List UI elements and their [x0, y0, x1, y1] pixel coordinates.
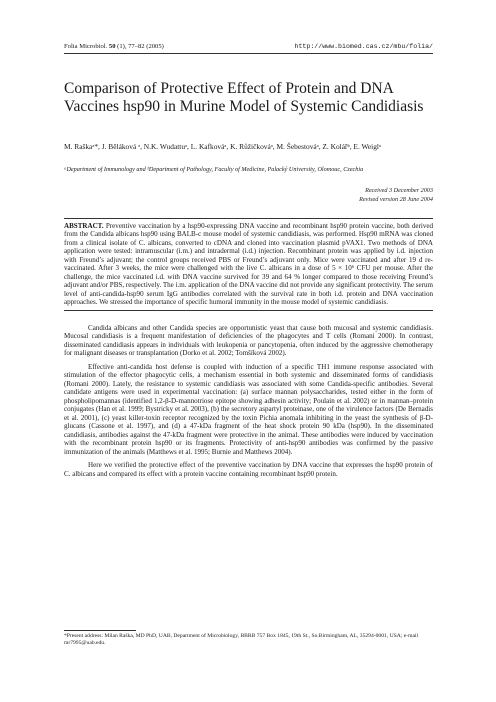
footnote-divider — [64, 630, 136, 631]
footnote: *Present address: Milan Raška, MD PhD, UAB, Department of Microbiology, BBRB 757 Box 1845, 19th St., So.Birmingham, AL, 35294-0001, USA; e-mail mr7995@uab.edu. — [64, 633, 419, 647]
revised-date: Revised version 28 June 2004 — [359, 195, 433, 203]
body-paragraph-1: Candida albicans and other Candida species are opportunistic yeast that cause both mucosal and systemic candidiasis. Mucosal candidiasis is a frequent manifestation of deficiencies of the phagocytes and T cells (Romani 2000). In contrast, disseminated candidiasis appears in individuals with leukopenia or pancytopenia, often induced by the aggressive chemotherapy for malignant diseases or transplantation (Dorko et al. 2002; Tomšíková 2002). — [64, 324, 433, 358]
journal-name: Folia Microbiol. — [64, 43, 108, 50]
journal-issue-pages: (1), 77–82 (2005) — [115, 43, 164, 50]
abstract-text: Preventive vaccination by a hsp90-expressing DNA vaccine and recombinant hsp90 protein vaccine, both derived from the Candida albicans hsp90 using BALB-c mouse model of systemic candidiasis, was performed. Hsp90 mRNA was cloned from a clinical isolate of C. albicans, converted to cDNA and cloned into vaccination plasmid pVAX1. Two methods of DNA application were tested: intramuscular (i.m.) and intradermal (i.d.) injection. Recombinant protein was applied by i.d. injection with Freund’s adjuvant; the control groups received PBS or Freund’s adjuvant only. Mice were vaccinated and after 19 d re-vaccinated. After 3 weeks, the mice were challenged with the live C. albicans in a dose of 5 × 10⁶ CFU per mouse. After the challenge, the mice vaccinated i.d. with DNA vaccine survived for 39 and 64 % longer compared to those receiving Freund’s adjuvant and/or PBS, respectively. The i.m. application of the DNA vaccine did not provide any significant protectivity. The serum level of anti-candida-hsp90 serum IgG antibodies correlated with the survival rate in both i.d. protein and DNA vaccination approaches. We stressed the importance of specific humoral immunity in the mouse model of systemic candidiasis. — [64, 222, 433, 307]
header-divider — [64, 53, 433, 54]
author-list: M. Raškaᵃ*, J. Běláková ᵃ, N.K. Wudattuᵃ, L. Kafkováᵃ, K. Růžičkováᵃ, M. Šebestováᵃ, Z. Kolářᵇ, E. Weiglᵃ — [64, 142, 381, 151]
body-paragraph-2: Effective anti-candida host defense is coupled with induction of a specific TH1 immune response associated with stimulation of the effector phagocytic cells, a mechanism essential in both systemic and disseminated forms of candidiasis (Romani 2000). Lately, the resistance to systemic candidiasis was associated with some Candida-specific antibodies. Several candidate antigens were used in experimental vaccination: (a) surface mannan polysaccharides, tested either in the form of phospholipomannas (identified 1,2-β-D-mannotriose epitope showing adhesin activity; Poulain et al. 2002) or in mannan–protein conjugates (Han et al. 1999; Bystricky et al. 2003), (b) the secretory aspartyl proteinase, one of the virulence factors (De Bernadis et al. 2001), (c) yeast killer-toxin receptor recognized by the toxin Pichia anomala inhibiting in the yeast the synthesis of β-D-glucans (Cassone et al. 1997), and (d) a 47-kDa fragment of the heat shock protein 90 kDa (hsp90). In the disseminated candidiasis, antibodies against the 47-kDa fragment were protective in the animal. These antibodies were induced by vaccination with the recombinant protein hsp90 or its fragments. Protectivity of anti-hsp90 antibodies was confirmed by the passive immunization of the animals (Matthews et al. 1995; Burnie and Matthews 2004). — [64, 363, 433, 456]
paper-title: Comparison of Protective Effect of Protein and DNA Vaccines hsp90 in Murine Model of Systemic Candidiasis — [64, 80, 424, 115]
abstract — [64, 222, 433, 307]
abstract-label: ABSTRACT. — [64, 222, 104, 230]
received-date: Received 3 December 2003 — [365, 187, 433, 194]
journal-volume: 50 — [108, 43, 116, 50]
journal-url[interactable]: http://www.biomed.cas.cz/mbu/folia/ — [294, 43, 433, 50]
received-dates — [359, 187, 433, 204]
journal-citation — [64, 43, 164, 50]
body-paragraph-3: Here we verified the protective effect of the preventive vaccination by DNA vaccine that expresses the hsp90 protein of C. albicans and compared its effect with a protein vaccine containing recombinant hsp90 protein. — [64, 461, 433, 478]
affiliation: ᵃDepartment of Immunology and ᵇDepartment of Pathology, Faculty of Medicine, Palacký University, Olomouc, Czechia — [64, 166, 364, 173]
body-text — [64, 324, 433, 483]
